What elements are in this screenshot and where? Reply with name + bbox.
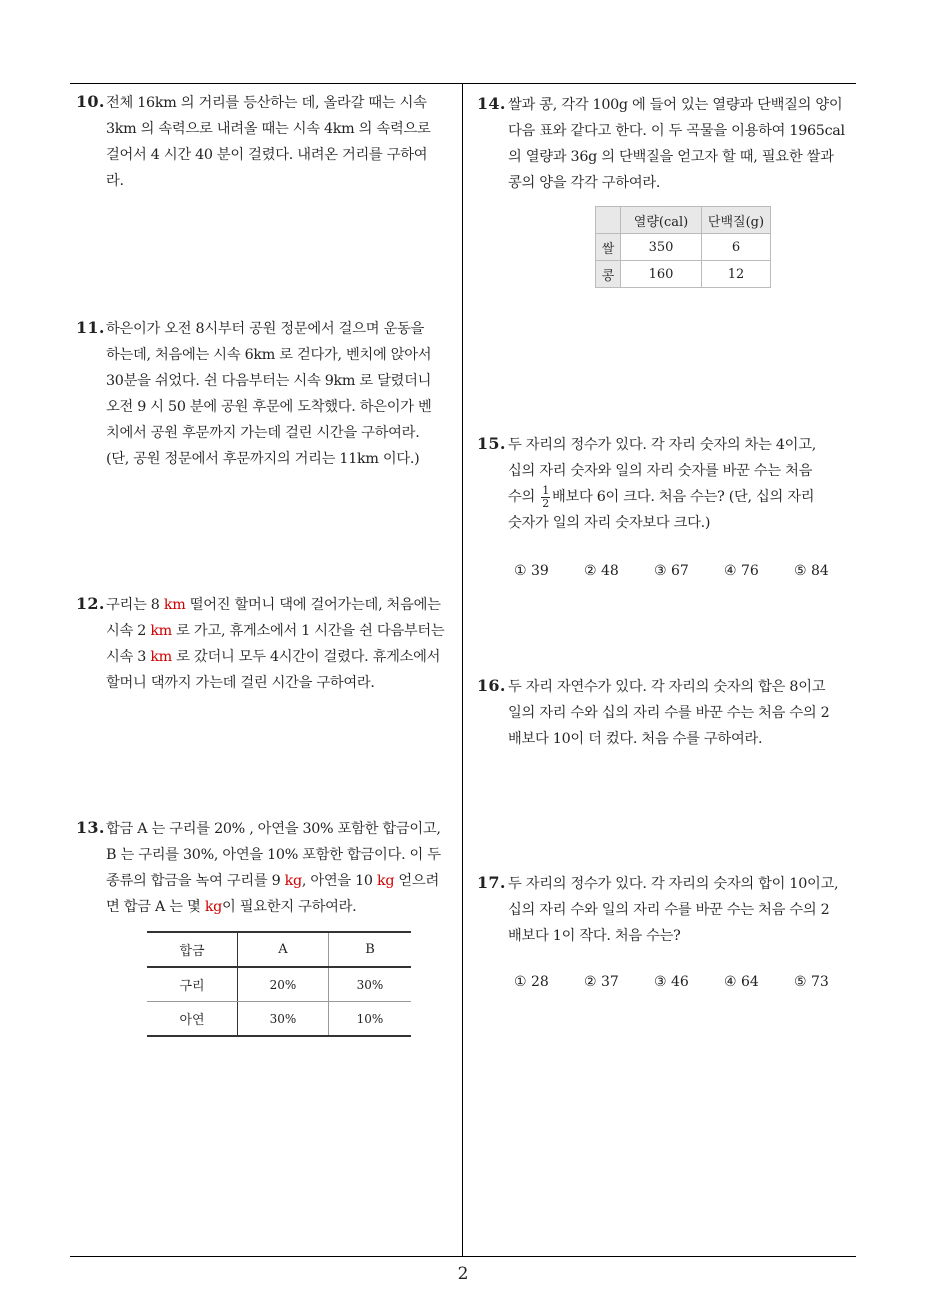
question-16-number: 16. [477,676,506,695]
question-10-line: 걸어서 4 시간 40 분이 걸렸다. 내려온 거리를 구하여 [106,147,428,163]
question-12-line: 시속 2 km 로 가고, 휴게소에서 1 시간을 쉰 다음부터는 [106,623,445,639]
grain-table [595,206,771,288]
alloy-table-header: 합금 [147,932,238,967]
one-half-fraction: $\frac{1}{2}$ [542,483,549,510]
choice-item[interactable]: ⑤ 73 [794,974,829,990]
choice-item[interactable]: ⑤ 84 [794,563,829,579]
bottom-rule [70,1256,856,1257]
question-12-text [106,592,456,696]
page-number: 2 [457,1264,469,1284]
question-13-line: 종류의 합금을 녹여 구리를 9 kg, 아연을 10 kg 얻으려 [106,873,439,889]
question-13-line: 합금 A 는 구리를 20% , 아연을 30% 포함한 합금이고, [106,821,441,837]
question-12-number: 12. [76,594,105,613]
question-16-line: 배보다 10이 더 컸다. 처음 수를 구하여라. [508,731,763,747]
question-12-line: 할머니 댁까지 가는데 걸린 시간을 구하여라. [106,675,375,691]
top-rule [70,83,856,84]
question-16-line: 일의 자리 수와 십의 자리 수를 바꾼 수는 처음 수의 2 [508,705,830,721]
question-14-line: 콩의 양을 각각 구하여라. [508,175,661,191]
choice-item[interactable]: ② 48 [584,563,619,579]
grain-table-cell: 160 [621,261,702,288]
choice-item[interactable]: ① 28 [514,974,549,990]
alloy-table-cell: 구리 [147,967,238,1002]
question-10-line: 라. [106,173,124,189]
choice-item[interactable]: ④ 64 [724,974,759,990]
column-divider [462,83,463,1257]
choice-item[interactable]: ② 37 [584,974,619,990]
question-11-line: 치에서 공원 후문까지 가는데 걸린 시간을 구하여라. [106,425,420,441]
question-15-line: 숫자가 일의 자리 숫자보다 크다.) [508,515,711,531]
question-10-line: 전체 16km 의 거리를 등산하는 데, 올라갈 때는 시속 [106,95,427,111]
question-13-text [106,816,456,920]
alloy-table-cell: 10% [356,1011,384,1026]
question-17-number: 17. [477,873,506,892]
choice-item[interactable]: ③ 67 [654,563,689,579]
question-11-line: 하은이가 오전 8시부터 공원 정문에서 걸으며 운동을 [106,321,424,337]
question-13-number: 13. [76,818,105,837]
question-13-line: 면 합금 A 는 몇 kg이 필요한지 구하여라. [106,899,357,915]
question-16-text [508,674,860,752]
question-15-line: 두 자리의 정수가 있다. 각 자리 숫자의 차는 4이고, [508,437,816,453]
grain-table-row-header: 쌀 [596,234,621,261]
question-11-line: (단, 공원 정문에서 후문까지의 거리는 11km 이다.) [106,451,420,467]
question-14-line: 다음 표와 같다고 한다. 이 두 곡물을 이용하여 1965cal [508,123,845,139]
question-17-text [508,871,860,949]
question-11-line: 하는데, 처음에는 시속 6km 로 걷다가, 벤치에 앉아서 [106,347,432,363]
question-11-line: 30분을 쉬었다. 쉰 다음부터는 시속 9km 로 달렸더니 [106,373,432,389]
alloy-table [147,931,411,1037]
grain-table-header: 열량(cal) [621,207,702,234]
question-10-text [106,90,456,194]
question-17-line: 배보다 1이 작다. 처음 수는? [508,928,681,944]
question-11-number: 11. [76,318,105,337]
question-11-text [106,316,456,472]
choice-item[interactable]: ③ 46 [654,974,689,990]
question-11-line: 오전 9 시 50 분에 공원 후문에 도착했다. 하은이가 벤 [106,399,432,415]
question-14-line: 쌀과 콩, 각각 100g 에 들어 있는 열량과 단백질의 양이 [508,97,843,113]
alloy-table-header: B [329,932,412,967]
question-12-line: 시속 3 km 로 갔더니 모두 4시간이 걸렸다. 휴게소에서 [106,649,441,665]
question-10-line: 3km 의 속력으로 내려올 때는 시속 4km 의 속력으로 [106,121,431,137]
choice-item[interactable]: ① 39 [514,563,549,579]
question-15-choices [514,563,864,579]
question-17-choices [514,974,864,990]
grain-table-cell: 6 [702,234,771,261]
question-14-number: 14. [477,94,506,113]
alloy-table-cell: 30% [329,967,412,1002]
grain-table-cell: 12 [702,261,771,288]
question-15-line: 십의 자리 숫자와 일의 자리 숫자를 바꾼 수는 처음 [508,463,813,479]
question-15-text [508,432,860,536]
grain-table-cell: 350 [621,234,702,261]
question-15-line: 수의 $\frac{1}{2}$ 배보다 6이 크다. 처음 수는? (단, 십의 자리 [508,483,815,510]
question-14-text [508,92,860,196]
question-10-number: 10. [76,92,105,111]
question-13-line: B 는 구리를 30%, 아연을 10% 포함한 합금이다. 이 두 [106,847,441,863]
alloy-table-header: A [238,932,329,967]
grain-table-header [596,207,621,234]
alloy-table-cell: 20% [238,967,329,1002]
grain-table-header: 단백질(g) [702,207,771,234]
question-12-line: 구리는 8 km 떨어진 할머니 댁에 걸어가는데, 처음에는 [106,597,441,613]
choice-item[interactable]: ④ 76 [724,563,759,579]
grain-table-row-header: 콩 [596,261,621,288]
question-17-line: 십의 자리 수와 일의 자리 수를 바꾼 수는 처음 수의 2 [508,902,830,918]
question-14-line: 의 열량과 36g 의 단백질을 얻고자 할 때, 필요한 쌀과 [508,149,834,165]
alloy-table-cell: 아연 [147,1002,238,1037]
alloy-table-cell: 30% [238,1002,329,1037]
question-15-number: 15. [477,434,506,453]
question-17-line: 두 자리의 정수가 있다. 각 자리의 숫자의 합이 10이고, [508,876,839,892]
question-16-line: 두 자리 자연수가 있다. 각 자리의 숫자의 합은 8이고 [508,679,826,695]
